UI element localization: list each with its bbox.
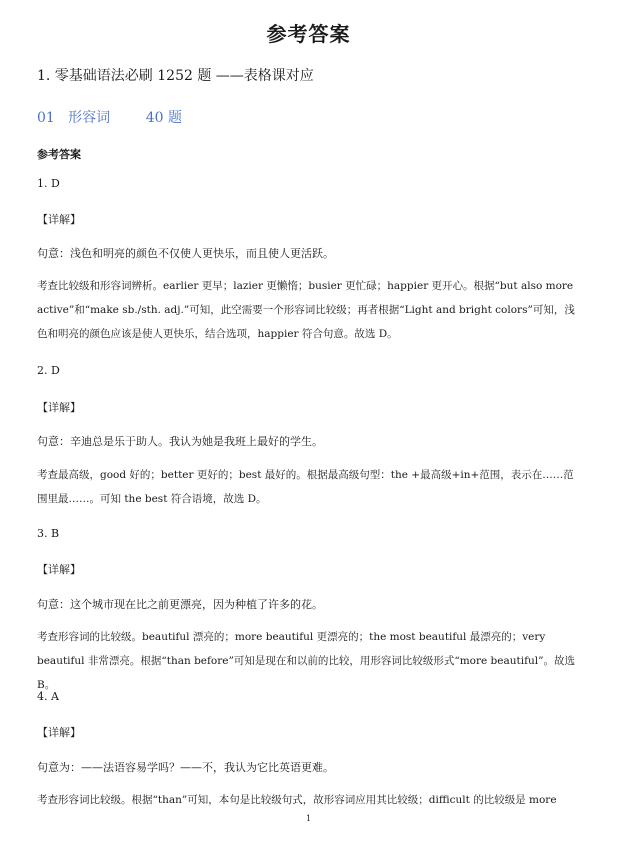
page-number: 1 (305, 814, 312, 823)
section-heading: 1. 零基础语法必刷 1252 题 ——表格课对应 (37, 68, 314, 84)
question-number: 1. D (37, 177, 60, 190)
translation-text: 句意：这个城市现在比之前更漂亮，因为种植了许多的花。 (37, 598, 323, 611)
question-number: 2. D (37, 364, 60, 377)
analysis-text: 考查形容词的比较级。beautiful 漂亮的；more beautiful 更漂亮的；the most beautiful 最漂亮的；very beautiful 非常漂亮。根据“than before”可知是现在和以前的比较，用形容词比较级形式“more beautiful”。故选 B。 (37, 631, 575, 691)
analysis-text: 考查形容词比较级。根据“than”可知，本句是比较级句式，故形容词应用其比较级；difficult 的比较级是 more (37, 794, 557, 806)
detail-label: 【详解】 (37, 563, 81, 576)
translation-text: 句意：浅色和明亮的颜色不仅使人更快乐，而且使人更活跃。 (37, 247, 334, 260)
translation-text: 句意：辛迪总是乐于助人。我认为她是我班上最好的学生。 (37, 435, 323, 448)
analysis-text: 考查比较级和形容词辨析。earlier 更早；lazier 更懒惰；busier 更忙碌；happier 更开心。根据“but also more active”和“make sb./sth. adj.”可知，此空需要一个形容词比较级；再者根据“Light and bright colors”可知，浅色和明亮的颜色应该是使人更快乐，结合选项，happier 符合句意。故选 D。 (37, 280, 575, 340)
answer-label: 参考答案 (37, 148, 81, 161)
page-title: 参考答案 (266, 22, 351, 46)
chapter-heading: 01 形容词 40 题 (37, 110, 183, 126)
question-number: 4. A (37, 690, 59, 703)
detail-label: 【详解】 (37, 401, 81, 414)
detail-label: 【详解】 (37, 726, 81, 739)
detail-label: 【详解】 (37, 213, 81, 226)
translation-text: 句意为：——法语容易学吗？——不，我认为它比英语更难。 (37, 761, 334, 774)
question-number: 3. B (37, 527, 60, 540)
analysis-text: 考查最高级，good 好的；better 更好的；best 最好的。根据最高级句型：the +最高级+in+范围，表示在……范围里最……。可知 the best 符合语境，故选 D。 (37, 469, 574, 505)
